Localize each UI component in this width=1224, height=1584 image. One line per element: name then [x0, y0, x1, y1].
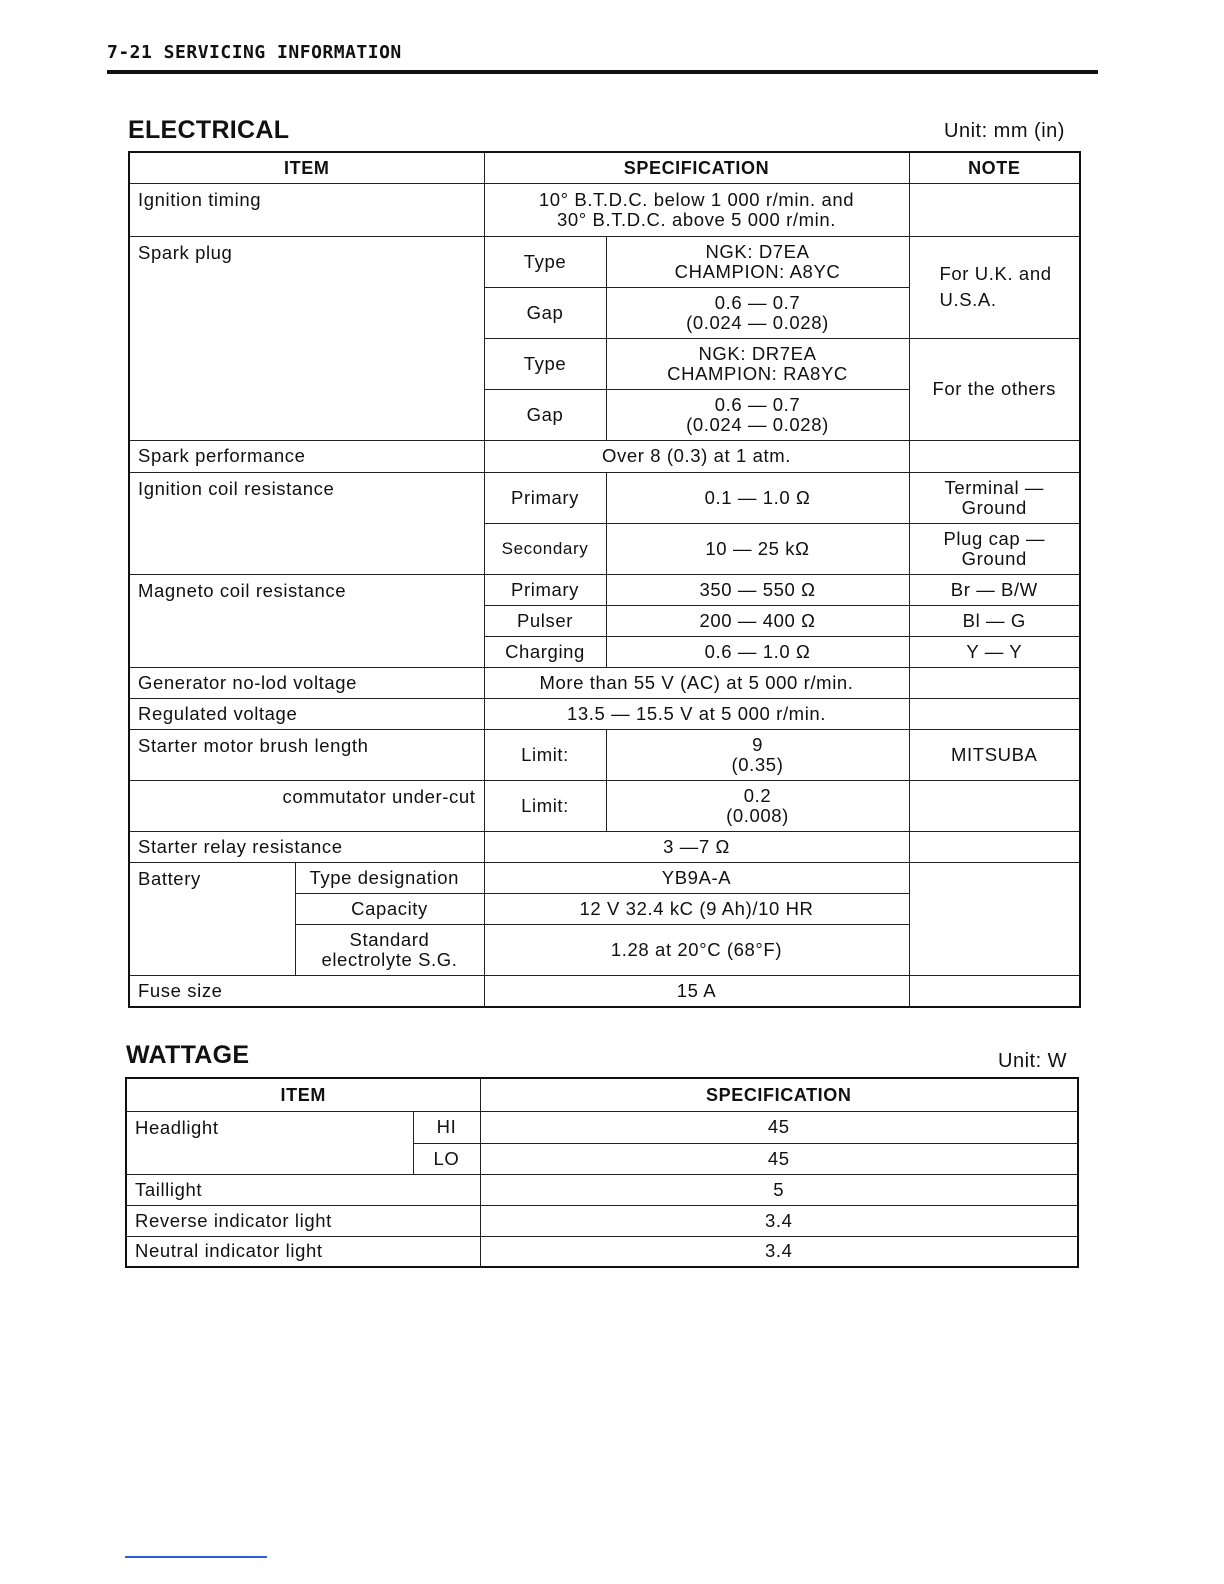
wattage-col-item-header: ITEM — [126, 1078, 480, 1111]
page-header-title: 7-21 SERVICING INFORMATION — [107, 42, 402, 63]
reverse-indicator-value: 3.4 — [480, 1205, 1078, 1236]
col-spec-header: SPECIFICATION — [484, 152, 909, 183]
table-header-row — [126, 1078, 1078, 1111]
table-row — [129, 831, 1080, 862]
headlight-lo-label: LO — [413, 1143, 480, 1174]
footer-rule — [125, 1556, 267, 1558]
table-row — [129, 729, 1080, 780]
spark-plug-uk-gap-label: Gap — [484, 287, 606, 338]
starter-brush-item: Starter motor brush length — [129, 729, 484, 780]
electrical-title: ELECTRICAL — [128, 116, 290, 144]
regulated-spec: 13.5 — 15.5 V at 5 000 r/min. — [484, 698, 909, 729]
commutator-value — [606, 780, 909, 831]
magneto-pulser-label: Pulser — [484, 605, 606, 636]
spark-plug-uk-note — [909, 236, 1080, 338]
ignition-coil-secondary-value: 10 — 25 kΩ — [606, 523, 909, 574]
wattage-unit: Unit: W — [998, 1050, 1068, 1072]
starter-brush-value-line1: 9 — [752, 733, 763, 755]
battery-sg-value: 1.28 at 20°C (68°F) — [484, 924, 909, 975]
neutral-indicator-item: Neutral indicator light — [126, 1236, 480, 1267]
commutator-value-line2: (0.008) — [726, 804, 789, 826]
table-row — [129, 472, 1080, 523]
headlight-hi-label: HI — [413, 1111, 480, 1143]
battery-capacity-label: Capacity — [295, 893, 484, 924]
ignition-timing-spec-line1: 10° B.T.D.C. below 1 000 r/min. and — [538, 188, 855, 210]
ignition-coil-primary-label: Primary — [484, 472, 606, 523]
taillight-value: 5 — [480, 1174, 1078, 1205]
spark-performance-item: Spark performance — [129, 440, 484, 472]
magneto-charging-value: 0.6 — 1.0 Ω — [606, 636, 909, 667]
ignition-coil-primary-note — [909, 472, 1080, 523]
table-row — [129, 236, 1080, 287]
battery-type-value: YB9A-A — [484, 862, 909, 893]
wattage-title: WATTAGE — [126, 1041, 250, 1069]
spark-plug-uk-type-line1: NGK: D7EA — [705, 240, 810, 262]
battery-note — [909, 862, 1080, 975]
col-note-header: NOTE — [909, 152, 1080, 183]
spark-plug-other-type-label: Type — [484, 338, 606, 389]
spark-plug-uk-type-value — [606, 236, 909, 287]
commutator-note — [909, 780, 1080, 831]
ignition-coil-item: Ignition coil resistance — [129, 472, 484, 574]
table-row — [129, 698, 1080, 729]
magneto-coil-item: Magneto coil resistance — [129, 574, 484, 667]
spark-plug-uk-gap-line2: (0.024 — 0.028) — [686, 311, 829, 333]
regulated-item: Regulated voltage — [129, 698, 484, 729]
table-row — [129, 667, 1080, 698]
starter-relay-spec: 3 —7 Ω — [484, 831, 909, 862]
spark-plug-other-note: For the others — [909, 338, 1080, 440]
fuse-item: Fuse size — [129, 975, 484, 1007]
battery-sg-label — [295, 924, 484, 975]
table-row — [129, 862, 1080, 893]
ignition-timing-note — [909, 183, 1080, 236]
spark-plug-uk-gap-value — [606, 287, 909, 338]
wattage-col-spec-header: SPECIFICATION — [480, 1078, 1078, 1111]
generator-note — [909, 667, 1080, 698]
headlight-item: Headlight — [126, 1111, 413, 1174]
electrical-unit: Unit: mm (in) — [944, 120, 1065, 142]
headlight-lo-value: 45 — [480, 1143, 1078, 1174]
ignition-coil-secondary-label: Secondary — [484, 523, 606, 574]
starter-brush-limit-label: Limit: — [484, 729, 606, 780]
battery-item: Battery — [129, 862, 295, 975]
battery-type-label: Type designation — [295, 862, 484, 893]
commutator-value-line1: 0.2 — [743, 784, 772, 806]
magneto-primary-note: Br — B/W — [909, 574, 1080, 605]
spark-performance-spec: Over 8 (0.3) at 1 atm. — [484, 440, 909, 472]
spark-plug-uk-gap-line1: 0.6 — 0.7 — [714, 291, 801, 313]
commutator-item: commutator under-cut — [129, 780, 484, 831]
table-row — [126, 1111, 1078, 1143]
table-row — [126, 1174, 1078, 1205]
spark-plug-uk-note-line1: For U.K. and — [939, 263, 1052, 284]
headlight-hi-value: 45 — [480, 1111, 1078, 1143]
neutral-indicator-value: 3.4 — [480, 1236, 1078, 1267]
magneto-charging-label: Charging — [484, 636, 606, 667]
wattage-table — [125, 1077, 1079, 1268]
ignition-timing-item: Ignition timing — [129, 183, 484, 236]
ignition-coil-secondary-note — [909, 523, 1080, 574]
magneto-charging-note: Y — Y — [909, 636, 1080, 667]
ignition-timing-spec — [484, 183, 909, 236]
magneto-primary-value: 350 — 550 Ω — [606, 574, 909, 605]
spark-performance-note — [909, 440, 1080, 472]
starter-brush-value-line2: (0.35) — [731, 753, 784, 775]
spark-plug-other-gap-line2: (0.024 — 0.028) — [686, 413, 829, 435]
battery-capacity-value: 12 V 32.4 kC (9 Ah)/10 HR — [484, 893, 909, 924]
ignition-coil-primary-note-line2: Ground — [961, 496, 1027, 518]
starter-brush-value — [606, 729, 909, 780]
table-row — [129, 183, 1080, 236]
table-row — [126, 1236, 1078, 1267]
spark-plug-other-type-line2: CHAMPION: RA8YC — [667, 362, 848, 384]
spark-plug-other-gap-line1: 0.6 — 0.7 — [714, 393, 801, 415]
spark-plug-uk-type-label: Type — [484, 236, 606, 287]
spark-plug-uk-type-line2: CHAMPION: A8YC — [674, 260, 841, 282]
table-row — [129, 574, 1080, 605]
commutator-limit-label: Limit: — [484, 780, 606, 831]
ignition-coil-primary-value: 0.1 — 1.0 Ω — [606, 472, 909, 523]
ignition-coil-primary-note-line1: Terminal — — [944, 476, 1045, 498]
starter-relay-note — [909, 831, 1080, 862]
magneto-primary-label: Primary — [484, 574, 606, 605]
fuse-note — [909, 975, 1080, 1007]
battery-sg-label-line2: electrolyte S.G. — [321, 948, 458, 970]
table-header-row — [129, 152, 1080, 183]
generator-spec: More than 55 V (AC) at 5 000 r/min. — [484, 667, 909, 698]
taillight-item: Taillight — [126, 1174, 480, 1205]
table-row — [126, 1205, 1078, 1236]
spark-plug-uk-note-line2: U.S.A. — [939, 289, 997, 310]
col-item-header: ITEM — [129, 152, 484, 183]
battery-sg-label-line1: Standard — [349, 928, 430, 950]
spark-plug-item: Spark plug — [129, 236, 484, 440]
reverse-indicator-item: Reverse indicator light — [126, 1205, 480, 1236]
table-row — [129, 440, 1080, 472]
generator-item: Generator no-lod voltage — [129, 667, 484, 698]
table-row — [129, 975, 1080, 1007]
spark-plug-other-gap-value — [606, 389, 909, 440]
magneto-pulser-value: 200 — 400 Ω — [606, 605, 909, 636]
starter-brush-note: MITSUBA — [909, 729, 1080, 780]
spark-plug-other-gap-label: Gap — [484, 389, 606, 440]
starter-relay-item: Starter relay resistance — [129, 831, 484, 862]
electrical-table — [128, 151, 1081, 1008]
magneto-pulser-note: Bl — G — [909, 605, 1080, 636]
regulated-note — [909, 698, 1080, 729]
ignition-timing-spec-line2: 30° B.T.D.C. above 5 000 r/min. — [557, 208, 836, 230]
table-row — [129, 780, 1080, 831]
page-header — [107, 42, 1098, 74]
fuse-spec: 15 A — [484, 975, 909, 1007]
spark-plug-other-type-line1: NGK: DR7EA — [698, 342, 817, 364]
spark-plug-other-type-value — [606, 338, 909, 389]
ignition-coil-secondary-note-line1: Plug cap — — [943, 527, 1046, 549]
ignition-coil-secondary-note-line2: Ground — [961, 547, 1027, 569]
